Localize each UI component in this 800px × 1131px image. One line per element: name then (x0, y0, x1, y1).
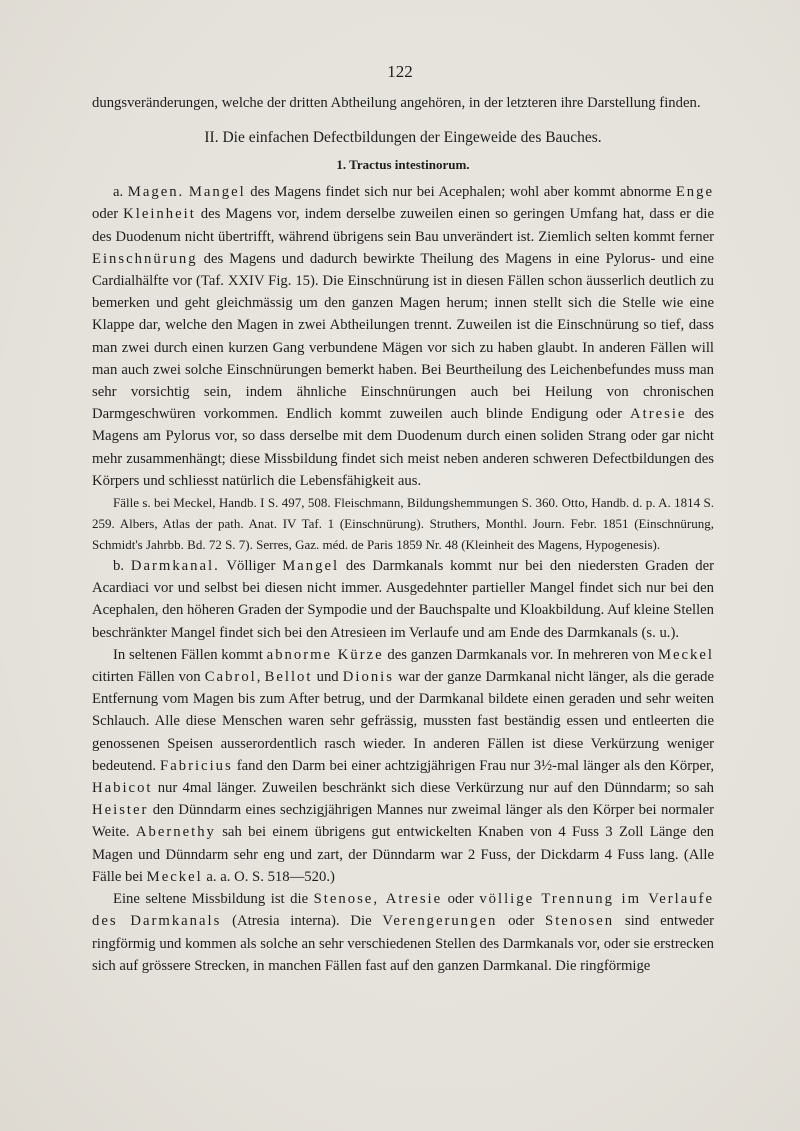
paragraph-magen: a. Magen. Mangel des Magens findet sich nur bei Acephalen; wohl aber kommt abnorme Enge oder Kleinheit des Magens vor, indem derselbe zuweilen einen so geringen Umfang hat, dass er die des Duodenum nicht übertrifft, während übrigens sein Bau unverändert ist. Ziemlich selten kommt ferner Einschnürung des Magens und dadurch bewirkte Theilung des Magens in eine Pylorus- und eine Cardialhälfte vor (Taf. XXIV Fig. 15). Die Einschnürung ist in diesen Fällen schon äusserlich deutlich zu bemerken und geht gleichmässig um den ganzen Magen herum; innen stellt sich die Stelle wie eine Klappe dar, welche den Magen in zwei Abtheilungen trennt. Zuweilen ist die Einschnürung so tief, dass man zwei durch einen kurzen Gang verbundene Mägen vor sich zu haben glaubt. In anderen Fällen will man auch zwei solche Einschnürungen bemerkt haben. Bei Beurtheilung des Leichenbefundes muss man sehr vorsichtig sein, indem ähnliche Einschnürungen auch bei Heilung von chronischen Darmgeschwüren vorkommen. Endlich kommt zuweilen auch blinde Endigung oder Atresie des Magens am Pylorus vor, so dass derselbe mit dem Duodenum durch einen soliden Strang oder gar nicht mehr zusammenhängt; diese Missbildung findet sich meist neben anderen schweren Defectbildungen des Körpers und schliesst natürlich die Lebensfähigkeit aus. (92, 184, 714, 489)
body-text (92, 92, 714, 977)
paragraph-kuerze: In seltenen Fällen kommt abnorme Kürze des ganzen Darmkanals vor. In mehreren von Meckel citirten Fällen von Cabrol, Bellot und Dionis war der ganze Darmkanal nicht länger, als die gerade Entfernung vom Magen bis zum After betrug, und der Darmkanal bildete einen geraden und sehr weiten Schlauch. Alle diese Menschen waren sehr gefrässig, mussten fast beständig essen und entleerten die genossenen Speisen ausserordentlich rasch wieder. In anderen Fällen ist diese Verkürzung weniger bedeutend. Fabricius fand den Darm bei einer achtzigjährigen Frau nur 3½-mal länger als den Körper, Habicot nur 4mal länger. Zuweilen beschränkt sich diese Verkürzung nur auf den Dünndarm; so sah Heister den Dünndarm eines sechzigjährigen Mannes nur zweimal länger als den Körper bei normaler Weite. Abernethy sah bei einem übrigens gut entwickelten Knaben von 4 Fuss 3 Zoll Länge den Magen und Dünndarm sehr eng und zart, der Dünndarm war 2 Fuss, der Dickdarm 4 Fuss lang. (Alle Fälle bei Meckel a. a. O. S. 518—520.) (92, 646, 715, 885)
page-number: 122 (387, 62, 413, 81)
subsection-heading: 1. Tractus intestinorum. (336, 157, 470, 173)
paragraph-darmkanal: b. Darmkanal. Völliger Mangel des Darmkanals kommt nur bei den niedersten Graden der Acardiaci vor und selbst bei diesen nicht immer. Ausgedehnter partieller Mangel findet sich nur bei den Acephalen, den höheren Graden der Sympodie und der Bauchspalte und Kloakbildung. Auf kleine Stellen beschränkter Mangel findet sich bei den Atresieen im Verlaufe und am Ende des Darmkanals (s. u.). (92, 558, 715, 641)
paragraph-stenose: Eine seltene Missbildung ist die Stenose, Atresie oder völlige Trennung im Verlaufe des Darmkanals (Atresia interna). Die Verengerungen oder Stenosen sind entweder ringförmig und kommen als solche an sehr verschiedenen Stellen des Darmkanals vor, oder sie erstrecken sich auf grössere Strecken, in manchen Fällen fast auf den ganzen Darmkanal. Die ringförmige (92, 891, 715, 974)
section-heading: II. Die einfachen Defectbildungen der Eingeweide des Bauches. (204, 129, 602, 147)
references-magen: Fälle s. bei Meckel, Handb. I S. 497, 508. Fleischmann, Bildungshemmungen S. 360. Otto, Handb. d. p. A. 1814 S. 259. Albers, Atlas der path. Anat. IV Taf. 1 (Einschnürung). Struthers, Monthl. Journ. Febr. 1851 (Einschnürung, Schmidt's Jahrbb. Bd. 72 S. 7). Serres, Gaz. méd. de Paris 1859 Nr. 48 (Kleinheit des Magens, Hypogenesis). (92, 495, 714, 553)
paragraph-continuation: dungsveränderungen, welche der dritten Abtheilung angehören, in der letzteren ihre Darstellung finden. (92, 95, 701, 111)
